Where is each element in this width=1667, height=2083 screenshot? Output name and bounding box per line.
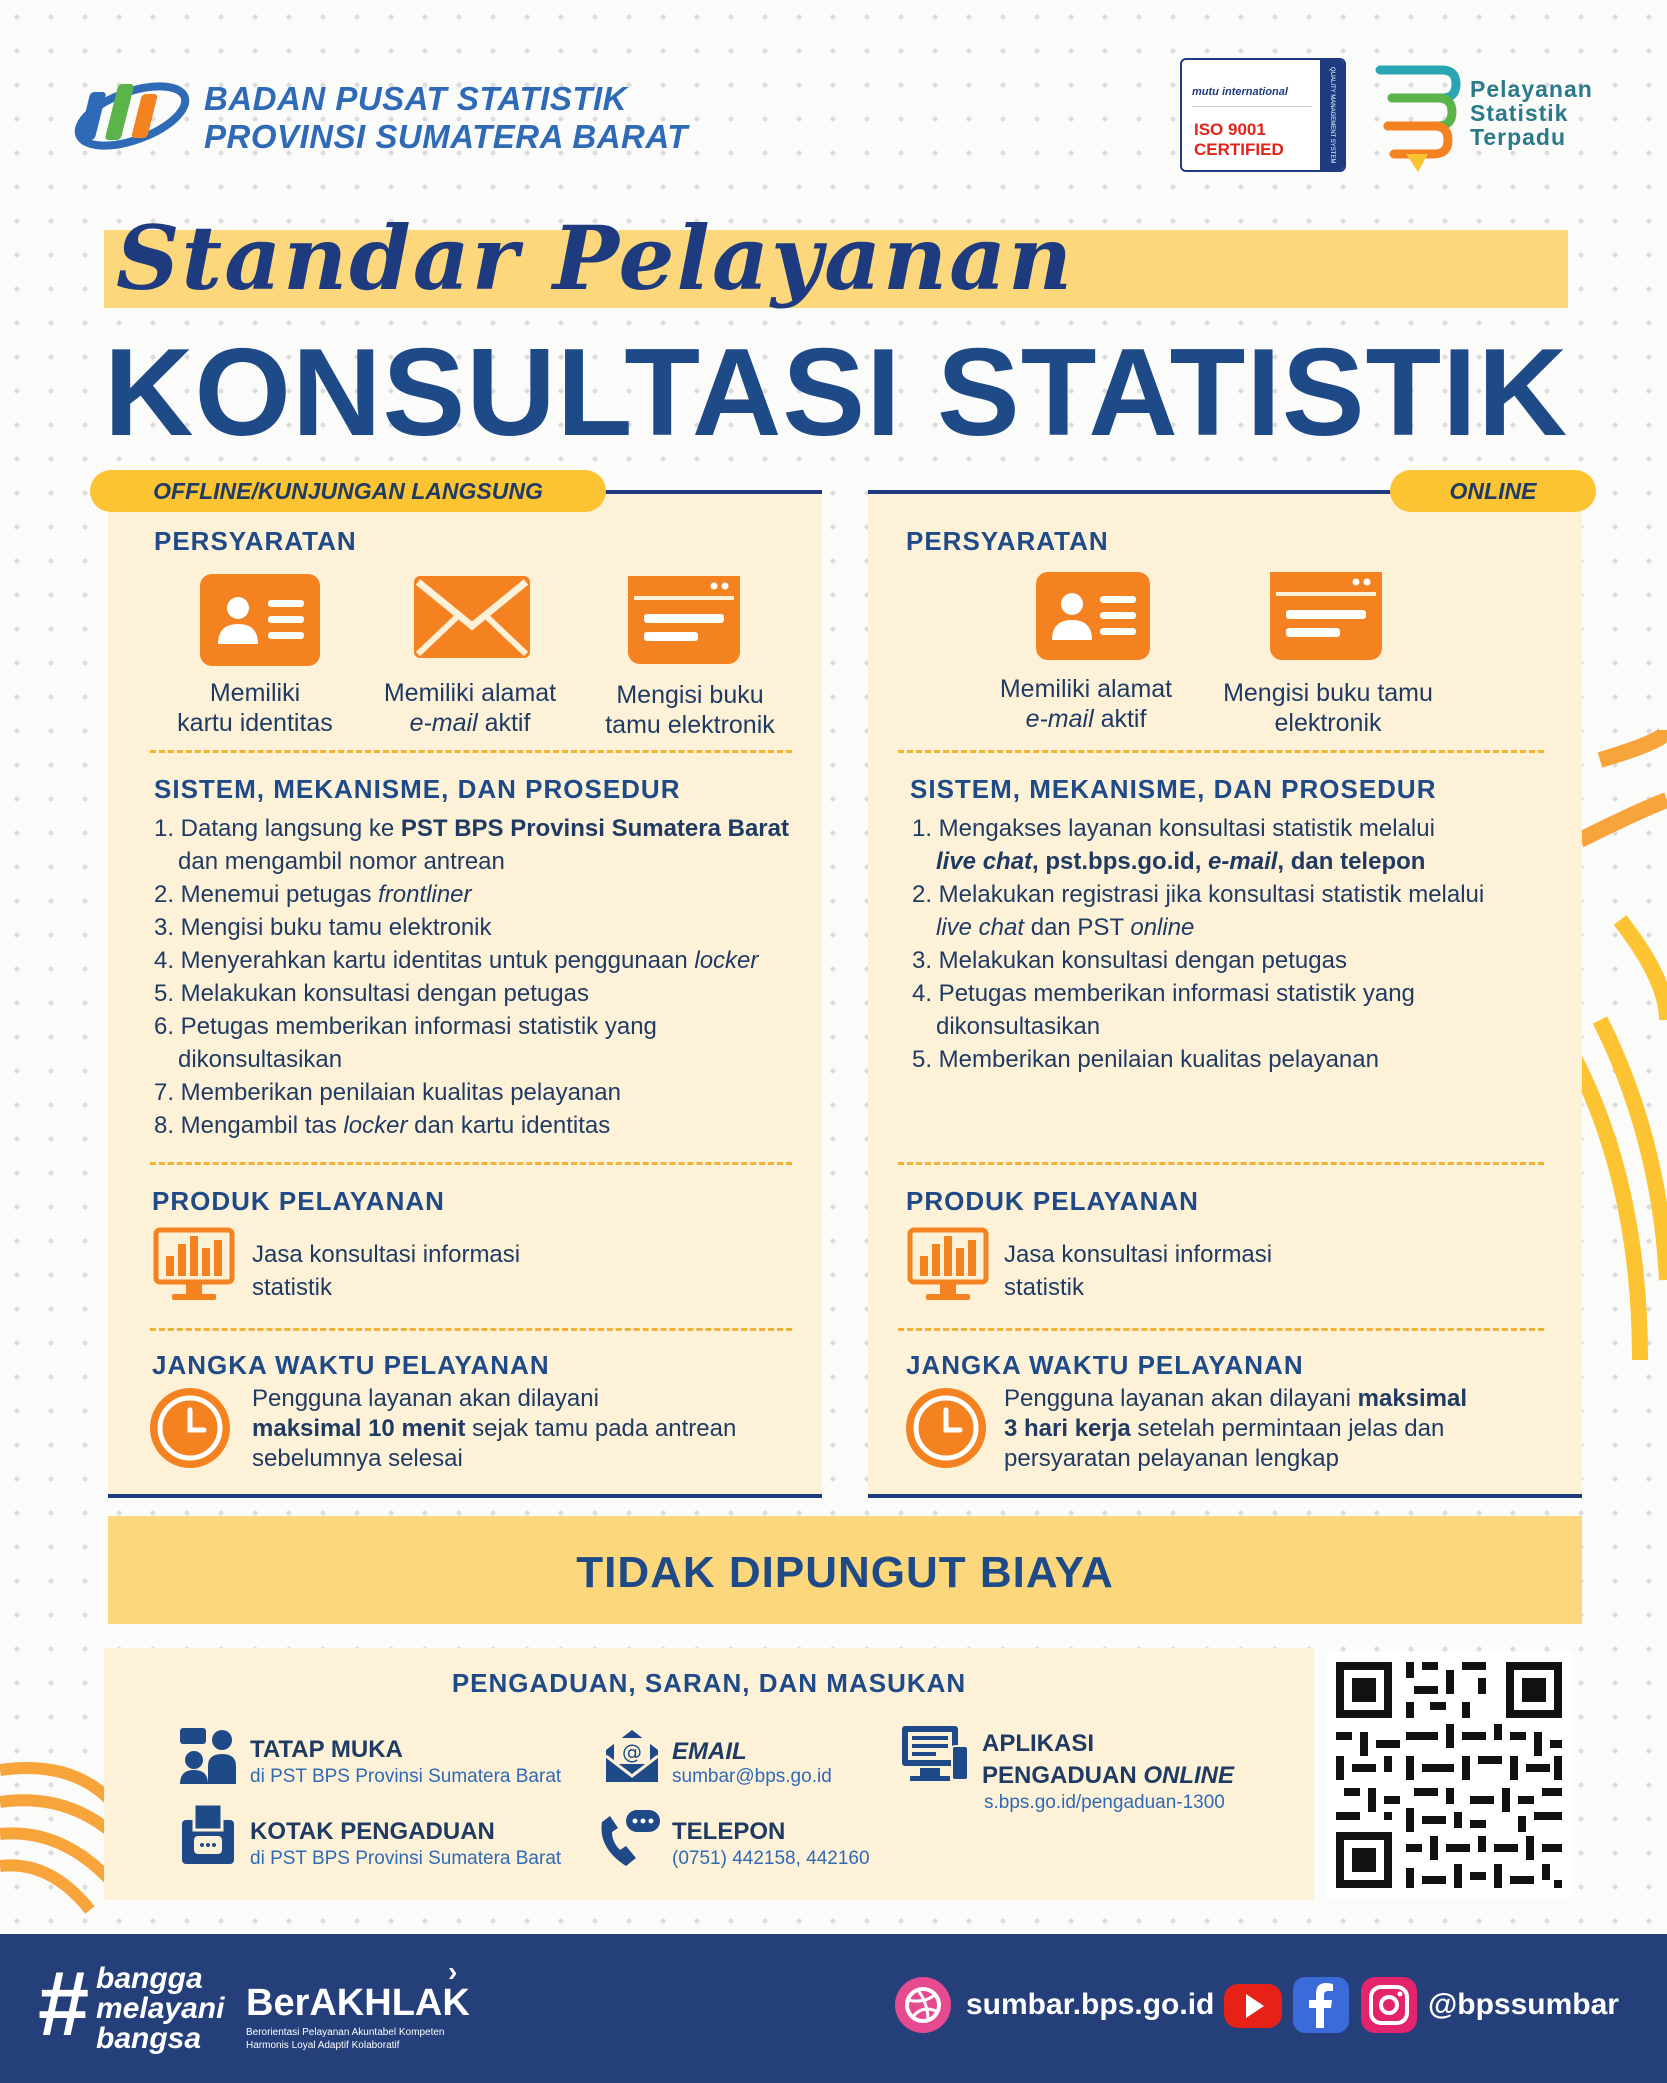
qr-code[interactable] [1326, 1652, 1572, 1898]
online-req-1 [976, 674, 1196, 734]
list-item: 7. Memberikan penilaian kualitas pelayanan [154, 1079, 621, 1106]
online-req-2 [1208, 678, 1448, 738]
kotak-pengaduan-sub: di PST BPS Provinsi Sumatera Barat [250, 1848, 562, 1869]
tatap-muka-sub: di PST BPS Provinsi Sumatera Barat [250, 1766, 562, 1787]
online-prod-heading: PRODUK PELAYANAN [906, 1186, 1199, 1216]
list-item: dikonsultasikan [178, 1046, 343, 1073]
offline-pill: OFFLINE/KUNJUNGAN LANGSUNG [90, 470, 606, 512]
online-req-1-rest: aktif [1093, 705, 1147, 733]
online-prod-line1: Jasa konsultasi informasi [1004, 1241, 1273, 1268]
complaint-box-icon [180, 1802, 236, 1866]
list-item: 2. Melakukan registrasi jika konsultasi statistik melalui [912, 881, 1485, 908]
telepon-number[interactable]: (0751) 442158, 442160 [672, 1848, 870, 1869]
hashtag-text [96, 1964, 224, 2054]
kotak-pengaduan-label: KOTAK PENGADUAN [250, 1818, 495, 1845]
monitor-chart-icon [906, 1226, 990, 1304]
instagram-icon[interactable] [1360, 1976, 1418, 2034]
list-item: 3. Melakukan konsultasi dengan petugas [912, 947, 1347, 974]
org-name-line1: BADAN PUSAT STATISTIK [204, 80, 627, 117]
list-item: 3. Mengisi buku tamu elektronik [154, 914, 492, 941]
website-link[interactable]: sumbar.bps.go.id [966, 1988, 1215, 2021]
iso-line1: ISO 9001 [1194, 120, 1266, 139]
app-url[interactable]: s.bps.go.id/pengaduan-1300 [984, 1792, 1225, 1813]
list-item: 1. Mengakses layanan konsultasi statistik melalui [912, 815, 1435, 842]
berakhlak-logo: BerAKHLAK [246, 1982, 470, 2024]
online-req-1-email: e-mail [1025, 705, 1094, 733]
telepon-label: TELEPON [672, 1818, 786, 1845]
list-item: 8. Mengambil tas locker dan kartu identitas [154, 1112, 611, 1139]
iso-brand: mutu international [1192, 86, 1288, 98]
clock-icon [148, 1386, 232, 1470]
berakhlak-arrow-icon: › [448, 1956, 458, 1987]
list-item: live chat dan PST online [936, 914, 1195, 941]
divider [898, 1328, 1544, 1331]
monitor-chart-icon [152, 1226, 236, 1304]
online-time-heading: JANGKA WAKTU PELAYANAN [906, 1350, 1304, 1380]
list-item: 6. Petugas memberikan informasi statistik yang [154, 1013, 657, 1040]
online-time-line2: 3 hari kerja setelah permintaan jelas dan [1004, 1415, 1445, 1442]
youtube-icon[interactable] [1222, 1978, 1284, 2034]
offline-prod-heading: PRODUK PELAYANAN [152, 1186, 445, 1216]
offline-req-1-line1: Memiliki [209, 679, 301, 707]
offline-req-heading: PERSYARATAN [154, 526, 357, 556]
list-item: dikonsultasikan [936, 1013, 1101, 1040]
offline-steps-list [154, 812, 814, 1142]
pst-logo-icon [1372, 58, 1462, 178]
offline-req-3-line1: Mengisi buku [616, 681, 764, 709]
hashtag-line1: bangga [96, 1962, 203, 1995]
divider [898, 750, 1544, 753]
list-item: 2. Menemui petugas frontliner [154, 881, 472, 908]
list-item: 5. Melakukan konsultasi dengan petugas [154, 980, 589, 1007]
offline-time-line1: Pengguna layanan akan dilayani [252, 1385, 599, 1412]
complaints-title: PENGADUAN, SARAN, DAN MASUKAN [451, 1668, 967, 1698]
social-handle[interactable]: @bpssumbar [1428, 1988, 1619, 2021]
online-form-icon [1270, 572, 1382, 660]
app-label-line1: APLIKASI [982, 1730, 1095, 1757]
offline-req-1 [150, 678, 360, 738]
offline-prod-text [252, 1238, 520, 1304]
divider [150, 750, 792, 753]
email-card-icon [1036, 572, 1150, 660]
iso-line2: CERTIFIED [1194, 140, 1284, 159]
banner-text: TIDAK DIPUNGUT BIAYA [576, 1548, 1114, 1597]
offline-req-2-line1: Memiliki alamat [383, 679, 557, 707]
list-item: 5. Memberikan penilaian kualitas pelayanan [912, 1046, 1379, 1073]
offline-time-line3: sebelumnya selesai [252, 1445, 463, 1472]
facebook-icon[interactable] [1292, 1976, 1350, 2034]
hashtag-symbol: # [38, 1953, 90, 2055]
online-sys-heading: SISTEM, MEKANISME, DAN PROSEDUR [910, 774, 1437, 804]
online-req-heading: PERSYARATAN [906, 526, 1109, 556]
offline-req-3 [580, 680, 800, 740]
title-script: Standar Pelayanan [116, 206, 1075, 310]
offline-prod-line2: statistik [252, 1274, 333, 1301]
online-req-2-line2: elektronik [1274, 709, 1382, 737]
dribbble-web-icon[interactable] [894, 1976, 952, 2034]
offline-req-2-email: e-mail [409, 709, 478, 737]
offline-req-1-line2: kartu identitas [177, 709, 333, 737]
svg-text:@: @ [622, 1740, 642, 1764]
offline-time-heading: JANGKA WAKTU PELAYANAN [152, 1350, 550, 1380]
tatap-muka-label: TATAP MUKA [250, 1736, 403, 1763]
face-to-face-icon [178, 1726, 238, 1786]
list-item: 4. Petugas memberikan informasi statistik yang [912, 980, 1415, 1007]
email-address[interactable]: sumbar@bps.go.id [672, 1766, 832, 1787]
pst-name-line1: Pelayanan [1470, 76, 1593, 102]
online-prod-text [1004, 1238, 1272, 1304]
pst-name-line2: Statistik [1470, 100, 1569, 126]
online-steps-list [912, 812, 1572, 1076]
online-time-text [1004, 1384, 1467, 1474]
berakhlak-tagline: Berorientasi Pelayanan Akuntabel Kompeten Harmonis Loyal Adaptif Kolaboratif [246, 2027, 445, 2051]
id-card-icon [200, 574, 320, 666]
app-label-line2: PENGADUAN ONLINE [982, 1762, 1235, 1789]
offline-req-2-rest: aktif [477, 709, 531, 737]
hashtag-line2: melayani [96, 1992, 225, 2025]
divider [150, 1328, 792, 1331]
hashtag-line3: bangsa [96, 2022, 202, 2055]
bps-logo [72, 70, 192, 160]
online-pill: ONLINE [1390, 470, 1596, 512]
offline-panel-bottom-rule [108, 1494, 822, 1498]
list-item: dan mengambil nomor antrean [178, 848, 505, 875]
list-item: 4. Menyerahkan kartu identitas untuk penggunaan locker [154, 947, 759, 974]
phone-chat-icon [596, 1808, 662, 1870]
divider [150, 1162, 792, 1165]
offline-prod-line1: Jasa konsultasi informasi [252, 1241, 521, 1268]
iso-certified-badge [1180, 58, 1346, 172]
divider [898, 1162, 1544, 1165]
pst-name-line3: Terpadu [1470, 124, 1567, 150]
computer-app-icon [900, 1724, 970, 1784]
page-title: KONSULTASI STATISTIK [104, 324, 1569, 462]
list-item: 1. Datang langsung ke PST BPS Provinsi Sumatera Barat [154, 815, 789, 842]
online-time-line3: persyaratan pelayanan lengkap [1004, 1445, 1339, 1472]
offline-req-2 [360, 678, 580, 738]
clock-icon [904, 1386, 988, 1470]
online-prod-line2: statistik [1004, 1274, 1085, 1301]
offline-time-text [252, 1384, 736, 1474]
email-label: EMAIL [672, 1738, 747, 1765]
online-req-1-line1: Memiliki alamat [999, 675, 1173, 703]
list-item: live chat, pst.bps.go.id, e-mail, dan telepon [936, 848, 1426, 875]
offline-req-3-line2: tamu elektronik [605, 711, 775, 739]
org-name-line2: PROVINSI SUMATERA BARAT [204, 118, 688, 155]
online-time-line1: Pengguna layanan akan dilayani maksimal [1004, 1385, 1468, 1412]
offline-sys-heading: SISTEM, MEKANISME, DAN PROSEDUR [154, 774, 681, 804]
offline-time-line2: maksimal 10 menit sejak tamu pada antrean [252, 1415, 737, 1442]
online-req-2-line1: Mengisi buku tamu [1223, 679, 1433, 707]
envelope-icon [412, 574, 532, 660]
online-panel-bottom-rule [868, 1494, 1582, 1498]
guestbook-form-icon [628, 576, 740, 664]
email-icon [602, 1726, 662, 1786]
iso-side-label: QUALITY MANAGEMENT SYSTEM [1320, 60, 1344, 170]
